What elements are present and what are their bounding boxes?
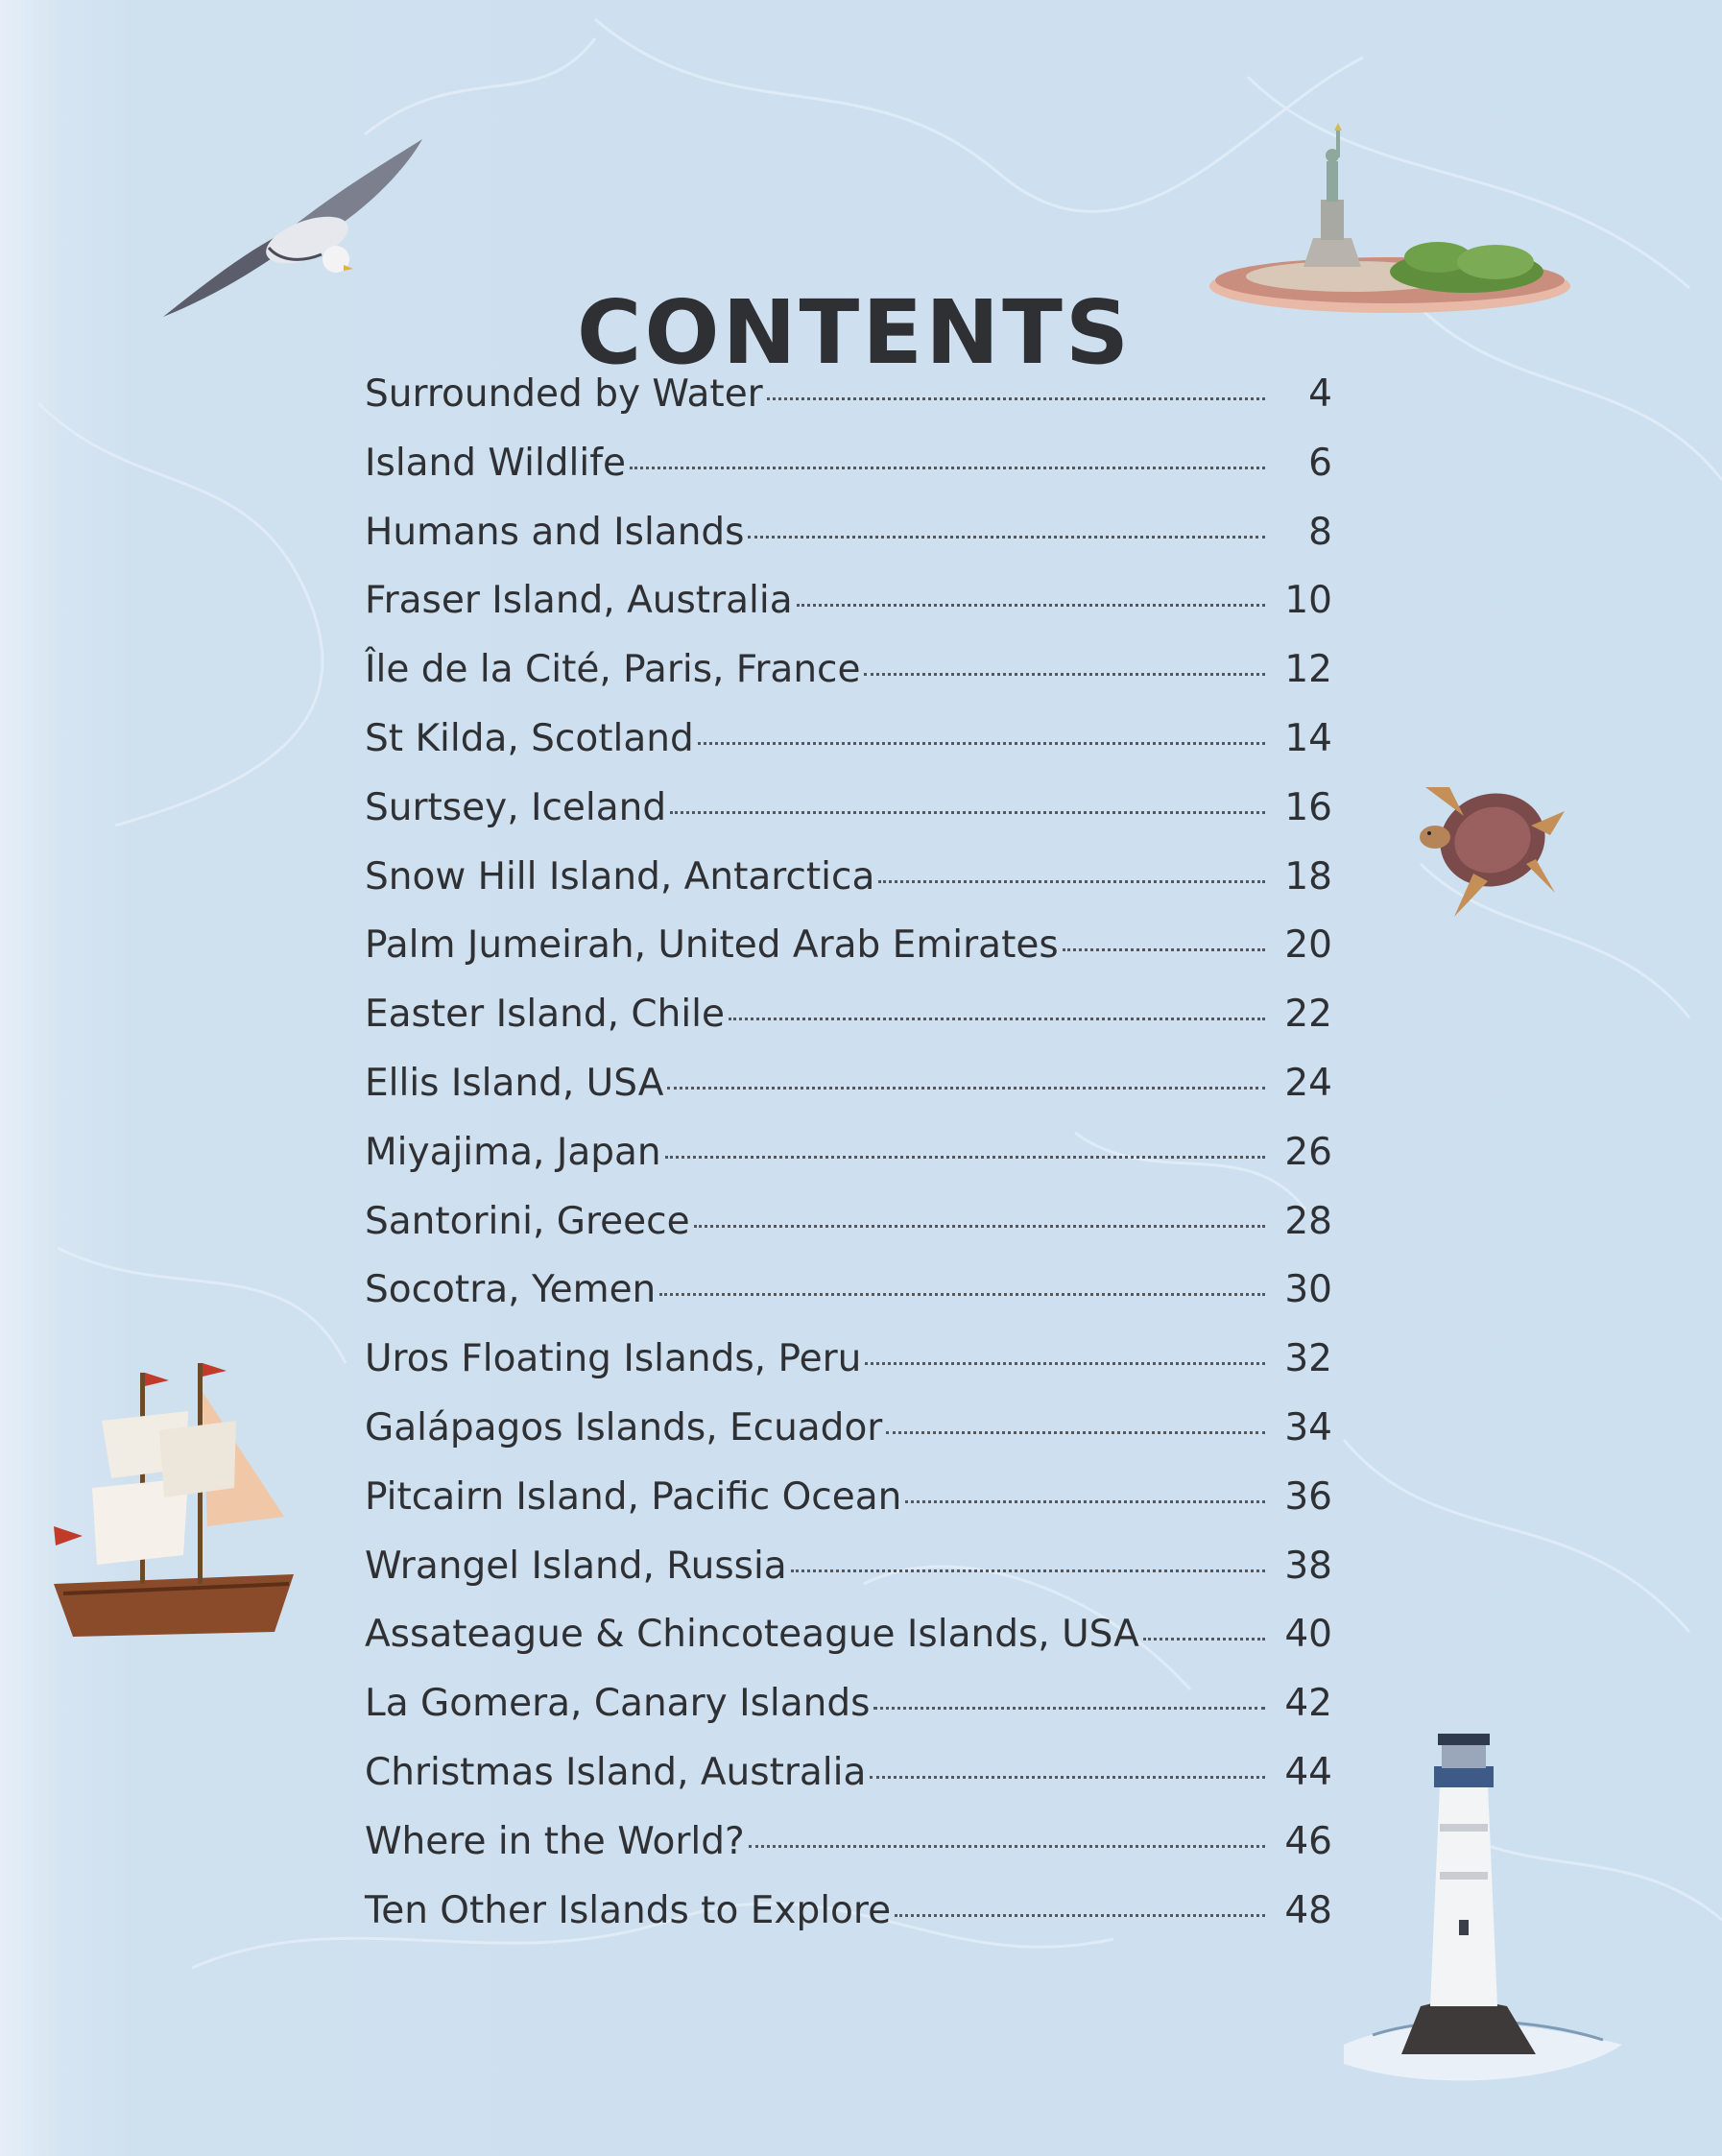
toc-dot-leader [659, 1293, 1265, 1296]
toc-dot-leader [630, 467, 1265, 469]
toc-entry-title: Socotra, Yemen [365, 1268, 657, 1312]
toc-entry [365, 372, 1332, 442]
toc-entry [365, 1751, 1332, 1820]
toc-entry [365, 1889, 1332, 1958]
toc-entry [365, 442, 1332, 511]
table-of-contents [365, 372, 1332, 1957]
toc-entry-title: St Kilda, Scotland [365, 716, 694, 760]
toc-entry-title: Santorini, Greece [365, 1199, 690, 1243]
toc-entry [365, 511, 1332, 580]
toc-entry-title: Wrangel Island, Russia [365, 1544, 787, 1588]
toc-dot-leader [670, 811, 1265, 814]
toc-entry [365, 1200, 1332, 1269]
toc-dot-leader [767, 397, 1265, 400]
toc-entry [365, 993, 1332, 1062]
sailing-ship-icon [44, 1353, 332, 1651]
toc-dot-leader [748, 536, 1265, 539]
toc-entry-page-number: 16 [1284, 785, 1332, 829]
toc-dot-leader [729, 1018, 1265, 1020]
sea-turtle-icon [1397, 758, 1569, 931]
toc-entry-title: Ten Other Islands to Explore [365, 1888, 892, 1932]
toc-entry-title: Christmas Island, Australia [365, 1750, 867, 1794]
toc-entry-page-number: 22 [1284, 993, 1332, 1037]
toc-entry-title: Snow Hill Island, Antarctica [365, 854, 875, 898]
toc-entry [365, 1613, 1332, 1682]
toc-dot-leader [665, 1156, 1265, 1159]
toc-dot-leader [878, 880, 1265, 883]
toc-entry-title: Where in the World? [365, 1819, 745, 1863]
toc-entry-page-number: 6 [1308, 441, 1332, 485]
lighthouse-icon [1315, 1728, 1641, 2112]
toc-entry-title: Surtsey, Iceland [365, 785, 667, 829]
toc-entry [365, 923, 1332, 993]
toc-dot-leader [865, 1362, 1265, 1365]
toc-entry-page-number: 12 [1284, 648, 1332, 692]
toc-entry [365, 786, 1332, 855]
toc-entry-page-number: 40 [1284, 1613, 1332, 1657]
seabird-icon [154, 134, 432, 326]
toc-entry-page-number: 28 [1284, 1199, 1332, 1243]
toc-entry [365, 1131, 1332, 1200]
toc-entry-page-number: 38 [1284, 1544, 1332, 1588]
toc-entry [365, 648, 1332, 717]
toc-dot-leader [667, 1087, 1265, 1090]
toc-dot-leader [694, 1225, 1265, 1228]
toc-entry [365, 717, 1332, 786]
toc-entry [365, 1682, 1332, 1751]
toc-entry [365, 855, 1332, 924]
toc-entry-title: Miyajima, Japan [365, 1130, 661, 1174]
toc-dot-leader [791, 1569, 1265, 1572]
toc-entry-page-number: 36 [1284, 1474, 1332, 1519]
toc-dot-leader [905, 1500, 1265, 1503]
toc-entry-title: Fraser Island, Australia [365, 579, 793, 623]
toc-entry-page-number: 24 [1284, 1061, 1332, 1105]
toc-entry [365, 1268, 1332, 1337]
toc-entry-title: Easter Island, Chile [365, 993, 726, 1037]
toc-entry [365, 1475, 1332, 1545]
toc-dot-leader [797, 604, 1265, 607]
toc-entry-page-number: 46 [1284, 1819, 1332, 1863]
toc-entry-page-number: 48 [1284, 1888, 1332, 1932]
toc-entry-page-number: 18 [1284, 854, 1332, 898]
toc-dot-leader [873, 1707, 1265, 1710]
toc-entry-page-number: 30 [1284, 1268, 1332, 1312]
toc-entry [365, 1337, 1332, 1406]
toc-entry-page-number: 20 [1284, 923, 1332, 968]
page-title: CONTENTS [576, 280, 1133, 384]
toc-dot-leader [1063, 948, 1265, 951]
toc-entry-title: Palm Jumeirah, United Arab Emirates [365, 923, 1059, 968]
toc-entry-title: La Gomera, Canary Islands [365, 1682, 871, 1726]
toc-entry [365, 1062, 1332, 1131]
toc-dot-leader [698, 742, 1265, 745]
toc-entry [365, 1545, 1332, 1614]
toc-entry-page-number: 4 [1308, 372, 1332, 416]
toc-entry-page-number: 10 [1284, 579, 1332, 623]
toc-dot-leader [886, 1431, 1265, 1434]
toc-entry-title: Uros Floating Islands, Peru [365, 1337, 862, 1381]
toc-entry-title: Pitcairn Island, Pacific Ocean [365, 1474, 902, 1519]
toc-dot-leader [749, 1845, 1265, 1848]
toc-entry-page-number: 8 [1308, 510, 1332, 554]
toc-entry-page-number: 34 [1284, 1405, 1332, 1449]
toc-dot-leader [895, 1914, 1265, 1917]
toc-entry-page-number: 44 [1284, 1750, 1332, 1794]
toc-dot-leader [870, 1776, 1265, 1779]
toc-entry-title: Assateague & Chincoteague Islands, USA [365, 1613, 1139, 1657]
statue-of-liberty-island-icon [1208, 123, 1572, 324]
toc-dot-leader [864, 673, 1265, 676]
toc-dot-leader [1143, 1638, 1265, 1641]
toc-entry-title: Galápagos Islands, Ecuador [365, 1405, 883, 1449]
toc-entry [365, 1406, 1332, 1475]
toc-entry-title: Surrounded by Water [365, 372, 763, 416]
toc-entry-page-number: 14 [1284, 716, 1332, 760]
toc-entry-title: Île de la Cité, Paris, France [365, 648, 861, 692]
toc-entry [365, 579, 1332, 648]
toc-entry [365, 1820, 1332, 1889]
toc-entry-page-number: 26 [1284, 1130, 1332, 1174]
toc-entry-page-number: 32 [1284, 1337, 1332, 1381]
toc-entry-title: Ellis Island, USA [365, 1061, 664, 1105]
toc-entry-title: Humans and Islands [365, 510, 745, 554]
toc-entry-page-number: 42 [1284, 1682, 1332, 1726]
toc-entry-title: Island Wildlife [365, 441, 626, 485]
